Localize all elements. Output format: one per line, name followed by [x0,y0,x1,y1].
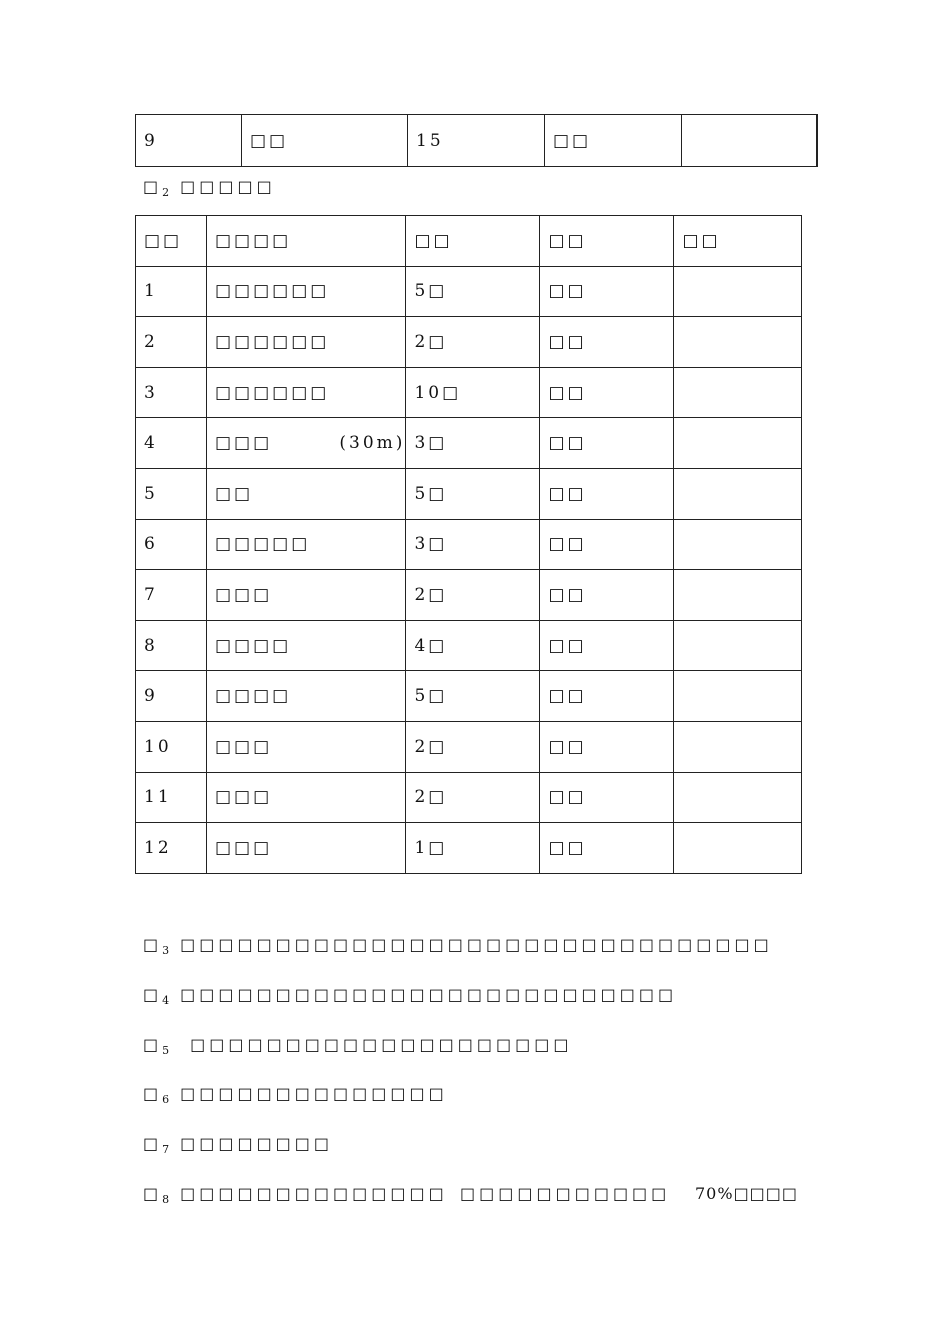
table-cell: 1 [136,266,207,317]
table-cell: 6 [136,519,207,570]
table-cell: □□ [207,468,406,519]
item-text: □□□□□□□□□□□□□□ [180,1184,448,1203]
table-row [136,772,802,823]
table-cell: □□ [540,519,674,570]
table-row [136,115,818,167]
table-cell [674,570,802,621]
table-row [136,418,802,469]
table-cell [682,115,818,167]
table-cell: 8 [136,620,207,671]
table-row [136,468,802,519]
table-cell: □□□□ [207,671,406,722]
table-cell: 4 [136,418,207,469]
table-row [136,721,802,772]
table-cell: □□□□ [207,620,406,671]
table-cell: □□□ [207,823,406,874]
table-cell: □□ [545,115,682,167]
table-cell: 2 [136,317,207,368]
item-marker: □ [143,1184,163,1203]
table-row [136,519,802,570]
list-item [143,1084,448,1106]
header-cell: □□□□ [207,216,406,267]
item-text: □□□□□□□□ [180,1134,334,1153]
table-row [136,317,802,368]
item-number: 4 [162,994,170,1008]
table-cell: 15 [408,115,545,167]
table-header-row [136,216,802,267]
table-cell [674,620,802,671]
item-number: 7 [162,1143,170,1157]
table-cell: 4□ [406,620,540,671]
table-cell: 9 [136,671,207,722]
item-number: 5 [162,1044,170,1058]
table-cell: □□ [540,570,674,621]
table-cell: □□ [540,772,674,823]
table-cell: 9 [136,115,242,167]
list-item [143,1035,572,1057]
item-marker: □ [143,935,163,954]
heading-number: 2 [162,186,170,200]
table-cell: 7 [136,570,207,621]
table-cell: 5□ [406,266,540,317]
table-cell: 5 [136,468,207,519]
section-heading [143,177,276,199]
table-cell: □□ [540,418,674,469]
table-cell [674,671,802,722]
table-cell: 3 [136,367,207,418]
table-cell: 2□ [406,721,540,772]
table-cell: 2□ [406,570,540,621]
item-marker: □ [143,985,163,1004]
table-cell: □□□ [207,772,406,823]
table-cell: □□ [540,823,674,874]
table-cell: 12 [136,823,207,874]
table-cell [674,721,802,772]
table-cell: 2□ [406,772,540,823]
table-row [136,671,802,722]
table-cell [674,367,802,418]
item-text: □□□□□□□□□□□□□□ [180,1084,448,1103]
item-number: 6 [162,1093,170,1107]
table-cell: □□ [540,671,674,722]
equipment-table [135,215,802,874]
header-cell: □□ [540,216,674,267]
item-marker: □ [143,1035,163,1054]
table-cell: □□□ [207,721,406,772]
table-cell: □□ [540,266,674,317]
table-row [136,620,802,671]
table-cell: □□ [540,721,674,772]
item-text: □□□□□□□□□□□□□□□□□□□□□□□□□□□□□□□ [180,935,773,954]
table-cell: 3□ [406,519,540,570]
table-cell [674,418,802,469]
table-cell [674,823,802,874]
item-text: □□□□□□□□□□□□□□□□□□□□□□□□□□ [180,985,678,1004]
table-cell: 10 [136,721,207,772]
table-cell: □□ [540,367,674,418]
table-cell: 2□ [406,317,540,368]
table-cell: □□ [540,620,674,671]
table-row [136,266,802,317]
item-text-segment: □□□□□□□□□□□ [460,1184,671,1203]
table-cell [674,468,802,519]
table-cell: 1□ [406,823,540,874]
table-cell [674,266,802,317]
table-cell: 5□ [406,671,540,722]
item-number: 8 [162,1193,170,1207]
table-cell: 3□ [406,418,540,469]
list-item [143,1134,333,1156]
table-cell [674,519,802,570]
table-cell: □□ [242,115,408,167]
list-item [143,935,773,957]
list-item [143,985,677,1007]
item-number: 3 [162,944,170,958]
table-cell: □□□ [207,570,406,621]
table-cell: 5□ [406,468,540,519]
table-cell: 10□ [406,367,540,418]
item-text-segment: 70%□□□□ [695,1184,799,1203]
table-cell: □□ [540,317,674,368]
top-table-fragment [135,114,818,167]
item-marker: □ [143,1084,163,1103]
table-cell: □□□□□□ [207,266,406,317]
table-row [136,823,802,874]
table-cell: □□ [540,468,674,519]
item-marker: □ [143,1134,163,1153]
heading-text: □□□□□ [180,177,276,196]
table-cell [674,772,802,823]
header-cell: □□ [674,216,802,267]
table-cell: □□□□□□ [207,317,406,368]
table-row [136,367,802,418]
table-cell: □□□□□ [207,519,406,570]
item-text: □□□□□□□□□□□□□□□□□□□□ [190,1035,573,1054]
table-row [136,570,802,621]
list-item [143,1184,799,1208]
header-cell: □□ [406,216,540,267]
header-cell: □□ [136,216,207,267]
table-cell: □□□□□□ [207,367,406,418]
table-cell: 11 [136,772,207,823]
table-cell [674,317,802,368]
heading-marker: □ [143,177,163,196]
table-cell: □□□ (30m) [207,418,406,469]
